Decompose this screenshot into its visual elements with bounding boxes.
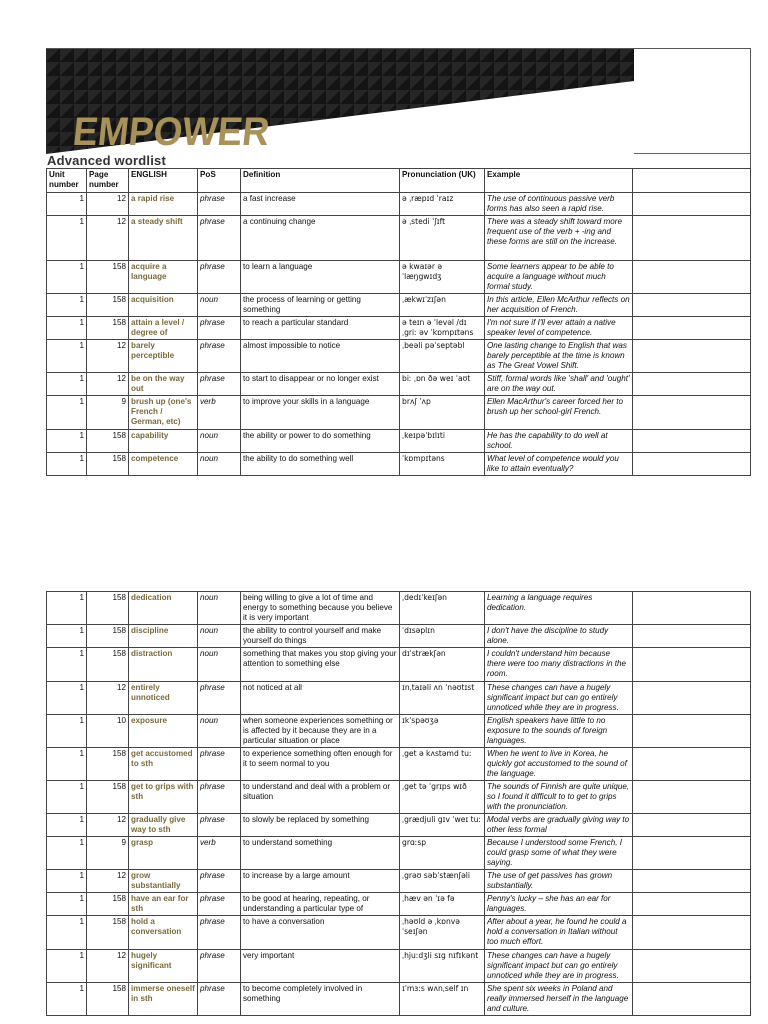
table-row [47, 870, 751, 893]
example-cell: These changes can have a hugely significant impact but can go entirely unnoticed while they are in progress. [485, 950, 633, 983]
example-cell: There was a steady shift toward more frequent use of the verb + -ing and these forms are still on the increase. [485, 216, 633, 261]
page-cell: 12 [87, 340, 129, 373]
example-cell: Because I understood some French, I could grasp some of what they were saying. [485, 837, 633, 870]
unit-cell: 1 [47, 193, 87, 216]
blank-cell [633, 870, 751, 893]
english-term-cell: exposure [129, 715, 198, 748]
definition-cell: to increase by a large amount [241, 870, 400, 893]
col-header-definition: Definition [241, 169, 400, 193]
english-term-cell: grow substantially [129, 870, 198, 893]
pos-cell: phrase [198, 193, 241, 216]
unit-cell: 1 [47, 893, 87, 916]
definition-cell: something that makes you stop giving your attention to something else [241, 648, 400, 682]
blank-cell [633, 216, 751, 261]
page-cell: 158 [87, 294, 129, 317]
definition-cell: to reach a particular standard [241, 317, 400, 340]
unit-cell: 1 [47, 396, 87, 430]
example-cell: The sounds of Finnish are quite unique, so I found it difficult to to get to grips with the pronunciation. [485, 781, 633, 814]
english-term-cell: competence [129, 453, 198, 476]
table-row [47, 373, 751, 396]
pronunciation-cell: ˈdɪsəplɪn [400, 625, 485, 648]
blank-cell [633, 396, 751, 430]
english-term-cell: discipline [129, 625, 198, 648]
pos-cell: noun [198, 715, 241, 748]
english-term-cell: hold a conversation [129, 916, 198, 950]
blank-cell [633, 625, 751, 648]
definition-cell: a fast increase [241, 193, 400, 216]
col-header-pronunciation: Pronunciation (UK) [400, 169, 485, 193]
pos-cell: noun [198, 592, 241, 625]
english-term-cell: distraction [129, 648, 198, 682]
cell-rule [634, 153, 750, 154]
unit-cell: 1 [47, 682, 87, 715]
page-cell: 9 [87, 396, 129, 430]
definition-cell: to be good at hearing, repeating, or understanding a particular type of [241, 893, 400, 916]
table-row [47, 261, 751, 294]
unit-cell: 1 [47, 814, 87, 837]
unit-cell: 1 [47, 748, 87, 781]
page-cell: 12 [87, 814, 129, 837]
definition-cell: the ability or power to do something [241, 430, 400, 453]
col-header-unit: Unit number [47, 169, 87, 193]
english-term-cell: barely perceptible [129, 340, 198, 373]
unit-cell: 1 [47, 648, 87, 682]
table-row [47, 294, 751, 317]
pronunciation-cell: ə teɪn ə ˈlevəl /dɪ ˌgriː əv ˈkɒmpɪtəns [400, 317, 485, 340]
example-cell: English speakers have little to no exposure to the sounds of foreign languages. [485, 715, 633, 748]
definition-cell: to experience something often enough for it to seem normal to you [241, 748, 400, 781]
wordlist-table-1 [46, 168, 751, 476]
pronunciation-cell: ˌhjuːdʒli sɪg nɪfɪkənt [400, 950, 485, 983]
pronunciation-cell: ˌhæv ən ˈɪə fə [400, 893, 485, 916]
english-term-cell: capability [129, 430, 198, 453]
pos-cell: noun [198, 294, 241, 317]
page-cell: 158 [87, 592, 129, 625]
pos-cell: phrase [198, 781, 241, 814]
pronunciation-cell: ə ˌræpɪd ˈraɪz [400, 193, 485, 216]
pos-cell: noun [198, 430, 241, 453]
pronunciation-cell: biː ˌɒn ðə weɪ ˈaʊt [400, 373, 485, 396]
example-cell: Ellen MacArthur's career forced her to brush up her school-girl French. [485, 396, 633, 430]
pronunciation-cell: ˌget ə kʌstəmd tuː [400, 748, 485, 781]
pos-cell: phrase [198, 893, 241, 916]
pos-cell: phrase [198, 373, 241, 396]
pronunciation-cell: ˌgrəʊ səbˈstænʃəli [400, 870, 485, 893]
pronunciation-cell: ə ˌstedi ˈʃɪft [400, 216, 485, 261]
pronunciation-cell: ˌækwɪˈzɪʃən [400, 294, 485, 317]
pronunciation-cell: ˌbeəli pəˈseptəbl [400, 340, 485, 373]
page-cell: 158 [87, 453, 129, 476]
english-term-cell: gradually give way to sth [129, 814, 198, 837]
example-cell: In this article, Ellen McArthur reflects on her acquisition of French. [485, 294, 633, 317]
page-cell: 158 [87, 781, 129, 814]
page-cell: 12 [87, 373, 129, 396]
unit-cell: 1 [47, 261, 87, 294]
english-term-cell: be on the way out [129, 373, 198, 396]
page-cell: 158 [87, 916, 129, 950]
pos-cell: phrase [198, 814, 241, 837]
example-cell: I couldn't understand him because there were too many distractions in the room. [485, 648, 633, 682]
wordlist-table-2 [46, 591, 751, 1016]
english-term-cell: a steady shift [129, 216, 198, 261]
frame-top-line [46, 48, 750, 49]
unit-cell: 1 [47, 294, 87, 317]
definition-cell: to have a conversation [241, 916, 400, 950]
blank-cell [633, 837, 751, 870]
definition-cell: the ability to do something well [241, 453, 400, 476]
unit-cell: 1 [47, 373, 87, 396]
table-row [47, 430, 751, 453]
unit-cell: 1 [47, 983, 87, 1016]
pronunciation-cell: ɪkˈspəʊʒə [400, 715, 485, 748]
definition-cell: to slowly be replaced by something [241, 814, 400, 837]
unit-cell: 1 [47, 216, 87, 261]
example-cell: Learning a language requires dedication. [485, 592, 633, 625]
page-cell: 10 [87, 715, 129, 748]
blank-cell [633, 294, 751, 317]
page-cell: 158 [87, 983, 129, 1016]
empower-logo: EMPOWER [70, 110, 287, 154]
english-term-cell: brush up (one's French / German, etc) [129, 396, 198, 430]
english-term-cell: get accustomed to sth [129, 748, 198, 781]
page-cell: 12 [87, 950, 129, 983]
unit-cell: 1 [47, 317, 87, 340]
page-cell: 12 [87, 193, 129, 216]
table-row [47, 950, 751, 983]
table-row [47, 453, 751, 476]
table-row [47, 715, 751, 748]
table-row [47, 781, 751, 814]
col-header-blank [633, 169, 751, 193]
col-header-page: Page number [87, 169, 129, 193]
table-row [47, 216, 751, 261]
blank-cell [633, 430, 751, 453]
page-cell: 12 [87, 682, 129, 715]
unit-cell: 1 [47, 870, 87, 893]
pos-cell: noun [198, 625, 241, 648]
blank-cell [633, 983, 751, 1016]
blank-cell [633, 648, 751, 682]
definition-cell: to understand and deal with a problem or situation [241, 781, 400, 814]
table-row [47, 916, 751, 950]
example-cell: When he went to live in Korea, he quickly got accustomed to the sound of the language. [485, 748, 633, 781]
example-cell: I'm not sure if I'll ever attain a native speaker level of competence. [485, 317, 633, 340]
unit-cell: 1 [47, 430, 87, 453]
unit-cell: 1 [47, 715, 87, 748]
example-cell: What level of competence would you like to attain eventually? [485, 453, 633, 476]
unit-cell: 1 [47, 950, 87, 983]
blank-cell [633, 682, 751, 715]
example-cell: I don't have the discipline to study alone. [485, 625, 633, 648]
definition-cell: being willing to give a lot of time and energy to something because you believe it is very important [241, 592, 400, 625]
definition-cell: to improve your skills in a language [241, 396, 400, 430]
english-term-cell: entirely unnoticed [129, 682, 198, 715]
page-cell: 158 [87, 648, 129, 682]
unit-cell: 1 [47, 781, 87, 814]
brand-banner [46, 48, 634, 154]
example-cell: He has the capability to do well at school. [485, 430, 633, 453]
english-term-cell: have an ear for sth [129, 893, 198, 916]
definition-cell: almost impossible to notice [241, 340, 400, 373]
col-header-example: Example [485, 169, 633, 193]
blank-cell [633, 781, 751, 814]
page-cell: 12 [87, 216, 129, 261]
blank-cell [633, 193, 751, 216]
table-row [47, 682, 751, 715]
pos-cell: verb [198, 396, 241, 430]
example-cell: The use of continuous passive verb forms has also seen a rapid rise. [485, 193, 633, 216]
page-cell: 158 [87, 625, 129, 648]
table-row [47, 814, 751, 837]
blank-cell [633, 748, 751, 781]
example-cell: Modal verbs are gradually giving way to other less formal [485, 814, 633, 837]
english-term-cell: immerse oneself in sth [129, 983, 198, 1016]
english-term-cell: acquisition [129, 294, 198, 317]
wordlist-title: Advanced wordlist [47, 153, 166, 168]
english-term-cell: grasp [129, 837, 198, 870]
definition-cell: a continuing change [241, 216, 400, 261]
example-cell: One lasting change to English that was barely perceptible at the time is known as The Great Vowel Shift. [485, 340, 633, 373]
table-row [47, 396, 751, 430]
pronunciation-cell: dɪˈstrækʃən [400, 648, 485, 682]
blank-cell [633, 261, 751, 294]
pos-cell: noun [198, 648, 241, 682]
example-cell: Penny's lucky – she has an ear for languages. [485, 893, 633, 916]
pronunciation-cell: ɪnˌtaɪəli ʌn ˈnəʊtɪst [400, 682, 485, 715]
blank-cell [633, 916, 751, 950]
unit-cell: 1 [47, 916, 87, 950]
pronunciation-cell: ˌget tə ˈgrɪps wɪð [400, 781, 485, 814]
example-cell: Stiff, formal words like 'shall' and 'ought' are on the way out. [485, 373, 633, 396]
definition-cell: the process of learning or getting something [241, 294, 400, 317]
definition-cell: to understand something [241, 837, 400, 870]
definition-cell: to start to disappear or no longer exist [241, 373, 400, 396]
pronunciation-cell: ˌkeɪpəˈbɪlɪti [400, 430, 485, 453]
blank-cell [633, 592, 751, 625]
banner-graphic [46, 48, 634, 154]
definition-cell: very important [241, 950, 400, 983]
blank-cell [633, 950, 751, 983]
blank-cell [633, 893, 751, 916]
english-term-cell: dedication [129, 592, 198, 625]
definition-cell: to learn a language [241, 261, 400, 294]
definition-cell: the ability to control yourself and make yourself do things [241, 625, 400, 648]
col-header-pos: PoS [198, 169, 241, 193]
blank-cell [633, 814, 751, 837]
pos-cell: noun [198, 453, 241, 476]
pos-cell: phrase [198, 340, 241, 373]
pos-cell: phrase [198, 682, 241, 715]
pronunciation-cell: ˈkɒmpɪtəns [400, 453, 485, 476]
pronunciation-cell: ˌgrædjuli gɪv ˈweɪ tuː [400, 814, 485, 837]
definition-cell: not noticed at all [241, 682, 400, 715]
example-cell: The use of get passives has grown substantially. [485, 870, 633, 893]
table-row [47, 983, 751, 1016]
pos-cell: verb [198, 837, 241, 870]
blank-cell [633, 340, 751, 373]
page-cell: 158 [87, 893, 129, 916]
example-cell: Some learners appear to be able to acquire a language without much formal study. [485, 261, 633, 294]
pronunciation-cell: grɑːsp [400, 837, 485, 870]
table-row [47, 648, 751, 682]
example-cell: After about a year, he found he could a hold a conversation in Italian without too much effort. [485, 916, 633, 950]
definition-cell: to become completely involved in something [241, 983, 400, 1016]
english-term-cell: hugely significant [129, 950, 198, 983]
english-term-cell: a rapid rise [129, 193, 198, 216]
blank-cell [633, 317, 751, 340]
table-header-row [47, 169, 751, 193]
pronunciation-cell: ˌhəʊld ə ˌkɒnvə ˈseɪʃən [400, 916, 485, 950]
unit-cell: 1 [47, 453, 87, 476]
blank-cell [633, 453, 751, 476]
table-row [47, 748, 751, 781]
page-cell: 158 [87, 317, 129, 340]
blank-cell [633, 715, 751, 748]
col-header-english: ENGLISH [129, 169, 198, 193]
example-cell: She spent six weeks in Poland and really immersed herself in the language and culture. [485, 983, 633, 1016]
pos-cell: phrase [198, 870, 241, 893]
pronunciation-cell: brʌʃ ˈʌp [400, 396, 485, 430]
table-row [47, 592, 751, 625]
english-term-cell: attain a level / degree of [129, 317, 198, 340]
unit-cell: 1 [47, 340, 87, 373]
unit-cell: 1 [47, 625, 87, 648]
page-cell: 158 [87, 748, 129, 781]
blank-cell [633, 373, 751, 396]
page-cell: 158 [87, 430, 129, 453]
example-cell: These changes can have a hugely significant impact but can go entirely unnoticed while they are in progress. [485, 682, 633, 715]
table-row [47, 893, 751, 916]
pronunciation-cell: ˌdedɪˈkeɪʃən [400, 592, 485, 625]
pronunciation-cell: ɪˈmɜːs wʌnˌself ɪn [400, 983, 485, 1016]
table-row [47, 317, 751, 340]
table-row [47, 340, 751, 373]
pos-cell: phrase [198, 216, 241, 261]
definition-cell: when someone experiences something or is affected by it because they are in a particular situation or place [241, 715, 400, 748]
pos-cell: phrase [198, 983, 241, 1016]
pos-cell: phrase [198, 950, 241, 983]
pos-cell: phrase [198, 317, 241, 340]
page-cell: 9 [87, 837, 129, 870]
page-cell: 158 [87, 261, 129, 294]
unit-cell: 1 [47, 837, 87, 870]
table-row [47, 193, 751, 216]
pos-cell: phrase [198, 916, 241, 950]
pos-cell: phrase [198, 261, 241, 294]
table-row [47, 837, 751, 870]
table-row [47, 625, 751, 648]
pronunciation-cell: ə kwaɪər ə ˈlæŋgwɪdʒ [400, 261, 485, 294]
pos-cell: phrase [198, 748, 241, 781]
english-term-cell: acquire a language [129, 261, 198, 294]
page-cell: 12 [87, 870, 129, 893]
unit-cell: 1 [47, 592, 87, 625]
english-term-cell: get to grips with sth [129, 781, 198, 814]
